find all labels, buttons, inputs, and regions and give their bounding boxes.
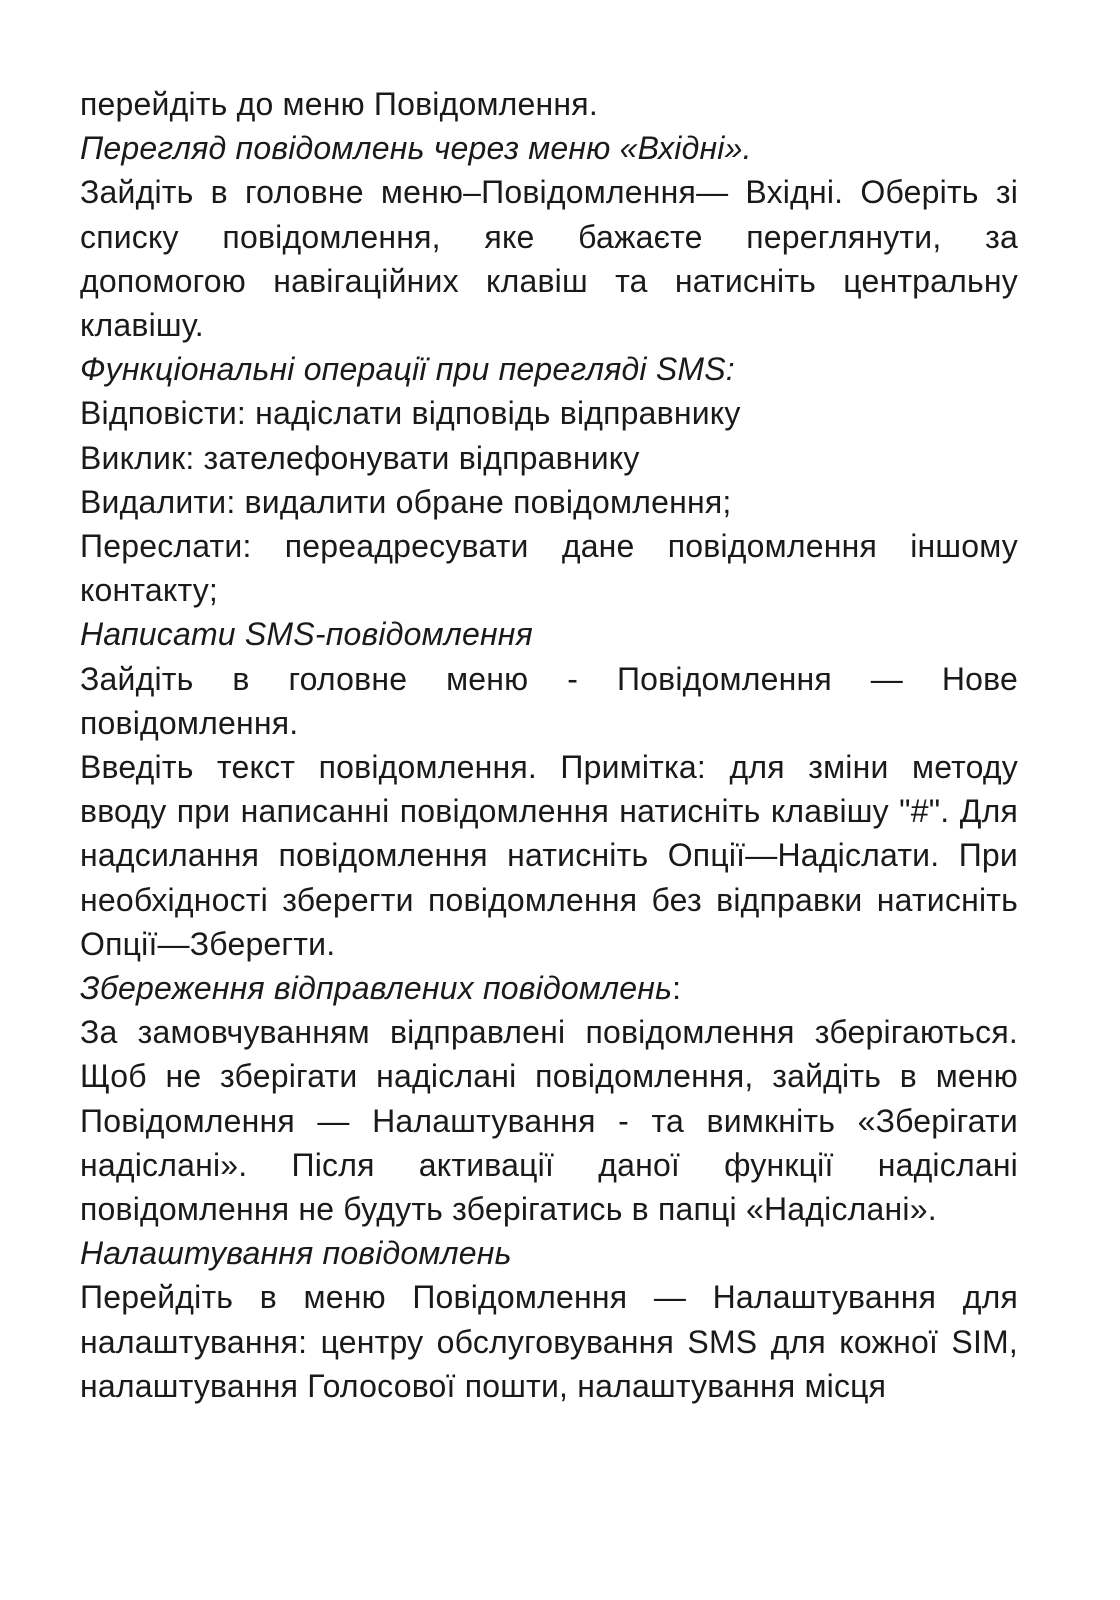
paragraph-op-reply: Відповісти: надіслати відповідь відправнику bbox=[80, 395, 741, 432]
document-page bbox=[80, 82, 1018, 1408]
paragraph-op-forward: Переслати: переадресувати дане повідомлення іншому контакту; bbox=[80, 528, 1018, 609]
heading-view-inbox: Перегляд повідомлень через меню «Вхідні». bbox=[80, 130, 752, 167]
paragraph-op-delete: Видалити: видалити обране повідомлення; bbox=[80, 483, 732, 520]
paragraph-op-call: Виклик: зателефонувати відправнику bbox=[80, 439, 640, 476]
paragraph-message-settings: Перейдіть в меню Повідомлення — Налаштування для налаштування: центру обслуговування SMS для кожної SIM, налаштування Голосової пошти, налаштування місця bbox=[80, 1279, 1018, 1404]
paragraph-view-inbox: Зайдіть в головне меню–Повідомлення— Вхідні. Оберіть зі списку повідомлення, яке бажаєте переглянути, за допомогою навігаційних клавіш та натисніть центральну клавішу. bbox=[80, 174, 1018, 344]
heading-save-sent-text: Збереження відправлених повідомлень bbox=[80, 970, 673, 1007]
heading-sms-operations: Функціональні операції при перегляді SMS: bbox=[80, 351, 735, 388]
heading-message-settings: Налаштування повідомлень bbox=[80, 1235, 512, 1272]
heading-save-sent bbox=[80, 966, 1018, 1010]
paragraph-save-sent: За замовчуванням відправлені повідомлення зберігаються. Щоб не зберігати надіслані повідомлення, зайдіть в меню Повідомлення — Налаштування - та вимкніть «Зберігати надіслані». Після активації даної функції надіслані повідомлення не будуть зберігатись в папці «Надіслані». bbox=[80, 1014, 1018, 1228]
paragraph-menu-intro: перейдіть до меню Повідомлення. bbox=[80, 86, 598, 122]
heading-write-sms: Написати SMS-повідомлення bbox=[80, 616, 533, 653]
paragraph-write-sms-text: Введіть текст повідомлення. Примітка: для зміни методу вводу при написанні повідомлення натисніть клавішу "#". Для надсилання повідомлення натисніть Опції—Надіслати. При необхідності зберегти повідомлення без відправки натисніть Опції—Зберегти. bbox=[80, 749, 1018, 962]
paragraph-write-sms-menu: Зайдіть в головне меню - Повідомлення — Нове повідомлення. bbox=[80, 660, 1018, 741]
heading-save-sent-colon: : bbox=[672, 970, 682, 1007]
